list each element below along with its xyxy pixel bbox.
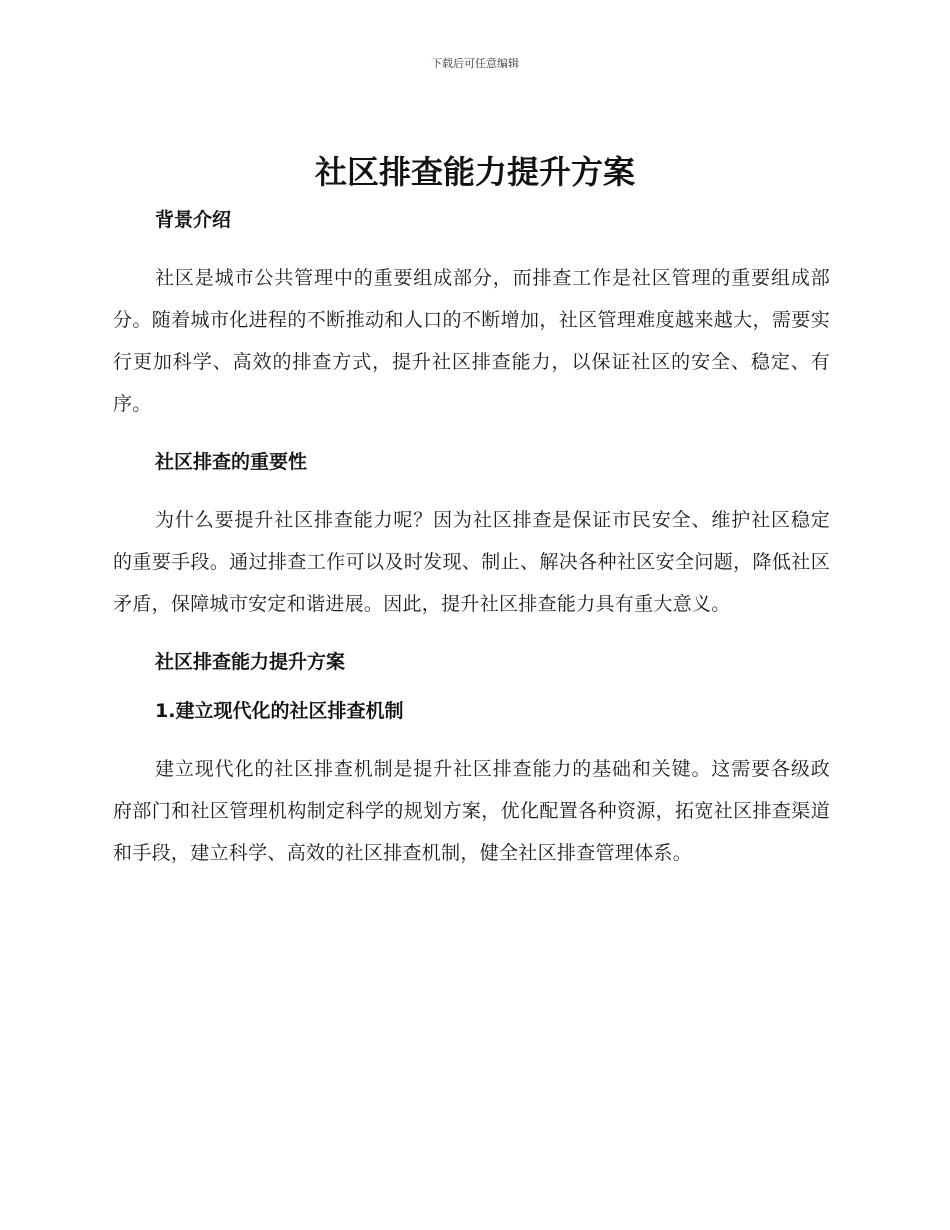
subsection-heading-mechanism: 1.建立现代化的社区排查机制: [155, 700, 404, 722]
document-body: [113, 203, 830, 874]
header-note: 下载后可任意编辑: [431, 57, 519, 70]
paragraph-mechanism: 建立现代化的社区排查机制是提升社区排查能力的基础和关键。这需要各级政府部门和社区管理机构制定科学的规划方案，优化配置各种资源，拓宽社区排查渠道和手段，建立科学、高效的社区排查机制，健全社区排查管理体系。: [113, 758, 830, 864]
section-heading-plan: 社区排查能力提升方案: [155, 651, 346, 673]
paragraph-background: 社区是城市公共管理中的重要组成部分，而排查工作是社区管理的重要组成部分。随着城市化进程的不断推动和人口的不断增加，社区管理难度越来越大，需要实行更加科学、高效的排查方式，提升社区排查能力，以保证社区的安全、稳定、有序。: [113, 267, 830, 415]
document-title: 社区排查能力提升方案: [314, 153, 635, 191]
section-heading-background: 背景介绍: [155, 209, 232, 231]
section-heading-importance: 社区排查的重要性: [155, 451, 308, 473]
paragraph-importance: 为什么要提升社区排查能力呢？因为社区排查是保证市民安全、维护社区稳定的重要手段。通过排查工作可以及时发现、制止、解决各种社区安全问题，降低社区矛盾，保障城市安定和谐进展。因此，提升社区排查能力具有重大意义。: [113, 509, 830, 615]
